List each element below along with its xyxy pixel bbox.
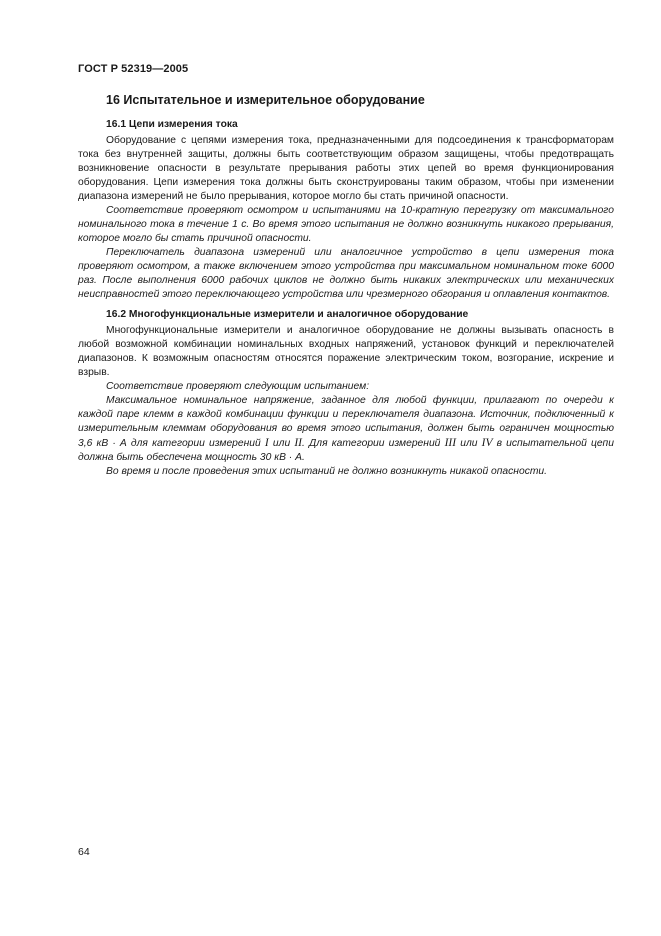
page-number: 64 bbox=[78, 846, 90, 858]
test-procedure-text-a: Максимальное номинальное напряжение, заданное для любой функции, прилагают по очереди к каждой паре клемм в каждой комбинации функции и переключателя диапазона. Источник, подключенный к измерительным клеммам оборудования во время этого испытания, должен быть ограничен мощностью 3,6 кВ · А для категории измерений bbox=[78, 395, 614, 449]
document-body bbox=[78, 92, 614, 479]
subsection-title-16-2: 16.2 Многофункциональные измерители и аналогичное оборудование bbox=[106, 309, 469, 320]
test-procedure-text-b: . Для категории измерений bbox=[302, 438, 441, 449]
paragraph-16-2-requirement: Многофункциональные измерители и аналогичное оборудование не должны вызывать опасность в любой возможной комбинации номинальных входных напряжений, установок функций и переключателей диапазонов. К возможным опасностям относятся поражение электрическим током, возгорание, искрение и взрыв. bbox=[78, 325, 614, 378]
test-procedure-text-c: в испытательной цепи должна быть обеспечена мощность 30 кВ · А. bbox=[78, 438, 614, 463]
paragraph-16-2-result: Во время и после проведения этих испытаний не должно возникнуть никакой опасности. bbox=[106, 466, 548, 477]
paragraph-16-1-compliance: Соответствие проверяют осмотром и испытаниями на 10-кратную перегрузку от максимального номинального тока в течение 1 с. Во время этого испытания не должно возникнуть никакого прерывания, которое могло бы стать причиной опасности. bbox=[78, 205, 614, 244]
paragraph-16-1-requirement: Оборудование с цепями измерения тока, предназначенными для подсоединения к трансформаторам тока без внутренней защиты, должны быть соответствующим образом защищены, чтобы предотвращать возникновение опасности в результате прерывания работы этих цепей во время функционирования оборудования. Цепи измерения тока должны быть сконструированы таким образом, чтобы при изменении диапазона измерений не было прерывания, которое могло бы стать причиной опасности. bbox=[78, 135, 614, 202]
category-i: I bbox=[264, 437, 269, 449]
paragraph-16-2-test-procedure bbox=[78, 394, 614, 465]
document-header: ГОСТ Р 52319—2005 bbox=[78, 63, 189, 75]
paragraph-16-2-compliance: Соответствие проверяют следующим испытанием: bbox=[106, 381, 370, 392]
category-iv: IV bbox=[481, 437, 493, 449]
or-text-2: или bbox=[460, 438, 478, 449]
or-text-1: или bbox=[272, 438, 291, 449]
category-iii: III bbox=[444, 437, 457, 449]
paragraph-16-1-switch-test: Переключатель диапазона измерений или аналогичное устройство в цепи измерения тока проверяют осмотром, а также включением этого устройства при максимальном номинальном токе 6000 раз. После выполнения 6000 рабочих циклов не должно быть никаких электрических или механических неисправностей этого переключающего устройства или чрезмерного обгорания и оплавления контактов. bbox=[78, 247, 614, 300]
section-title: 16 Испытательное и измерительное оборудование bbox=[106, 93, 425, 107]
subsection-title-16-1: 16.1 Цепи измерения тока bbox=[106, 119, 238, 130]
category-ii: II bbox=[294, 437, 303, 449]
